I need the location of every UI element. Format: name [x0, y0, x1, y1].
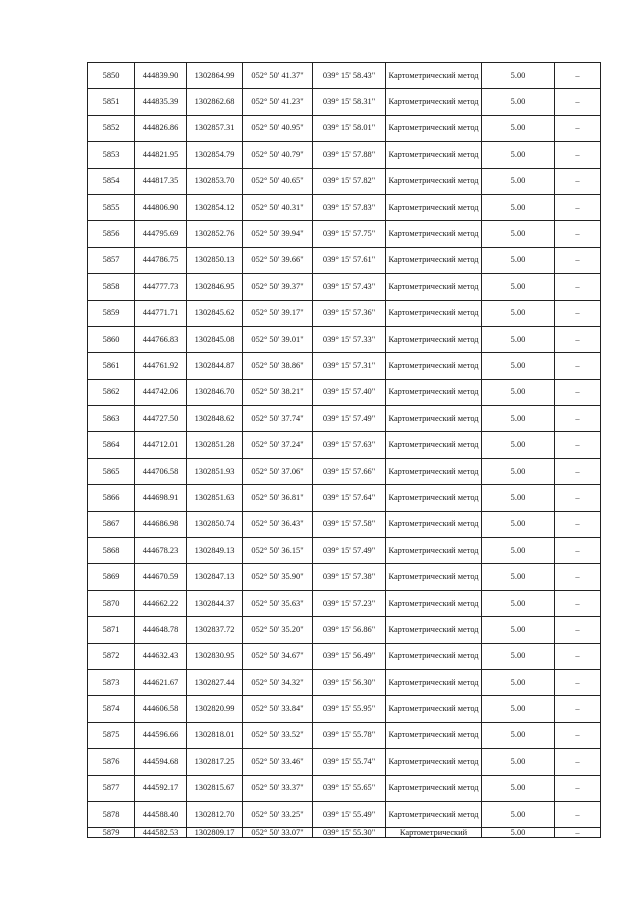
table-row [88, 696, 601, 722]
extra-cell: – [555, 406, 601, 432]
accuracy-cell: 5.00 [482, 406, 555, 432]
method-cell: Картометрический метод [386, 353, 482, 379]
table-row [88, 617, 601, 643]
longitude-cell: 039° 15' 57.82" [313, 168, 386, 194]
longitude-cell: 039° 15' 55.65" [313, 775, 386, 801]
x-coordinate-cell: 444795.69 [135, 221, 187, 247]
point-number-cell: 5871 [88, 617, 135, 643]
method-cell: Картометрический метод [386, 775, 482, 801]
latitude-cell: 052° 50' 35.63" [243, 590, 313, 616]
latitude-cell: 052° 50' 33.07" [243, 828, 313, 838]
longitude-cell: 039° 15' 57.33" [313, 326, 386, 352]
longitude-cell: 039° 15' 57.64" [313, 485, 386, 511]
y-coordinate-cell: 1302849.13 [187, 538, 243, 564]
accuracy-cell: 5.00 [482, 775, 555, 801]
point-number-cell: 5857 [88, 247, 135, 273]
longitude-cell: 039° 15' 55.74" [313, 749, 386, 775]
latitude-cell: 052° 50' 41.23" [243, 89, 313, 115]
table-row [88, 801, 601, 827]
longitude-cell: 039° 15' 56.86" [313, 617, 386, 643]
accuracy-cell: 5.00 [482, 538, 555, 564]
extra-cell: – [555, 300, 601, 326]
extra-cell: – [555, 115, 601, 141]
method-cell: Картометрический метод [386, 722, 482, 748]
x-coordinate-cell: 444771.71 [135, 300, 187, 326]
method-cell: Картометрический метод [386, 696, 482, 722]
accuracy-cell: 5.00 [482, 432, 555, 458]
extra-cell: – [555, 221, 601, 247]
longitude-cell: 039° 15' 57.49" [313, 538, 386, 564]
method-cell: Картометрический метод [386, 115, 482, 141]
y-coordinate-cell: 1302851.63 [187, 485, 243, 511]
y-coordinate-cell: 1302864.99 [187, 63, 243, 89]
latitude-cell: 052° 50' 35.20" [243, 617, 313, 643]
y-coordinate-cell: 1302818.01 [187, 722, 243, 748]
point-number-cell: 5868 [88, 538, 135, 564]
latitude-cell: 052° 50' 40.95" [243, 115, 313, 141]
longitude-cell: 039° 15' 55.78" [313, 722, 386, 748]
y-coordinate-cell: 1302857.31 [187, 115, 243, 141]
latitude-cell: 052° 50' 33.37" [243, 775, 313, 801]
longitude-cell: 039° 15' 57.23" [313, 590, 386, 616]
y-coordinate-cell: 1302848.62 [187, 406, 243, 432]
table-row [88, 194, 601, 220]
latitude-cell: 052° 50' 40.31" [243, 194, 313, 220]
extra-cell: – [555, 564, 601, 590]
point-number-cell: 5862 [88, 379, 135, 405]
latitude-cell: 052° 50' 37.06" [243, 458, 313, 484]
table-row [88, 406, 601, 432]
longitude-cell: 039° 15' 58.43" [313, 63, 386, 89]
table-row [88, 458, 601, 484]
table-row [88, 590, 601, 616]
table-row [88, 722, 601, 748]
y-coordinate-cell: 1302845.62 [187, 300, 243, 326]
y-coordinate-cell: 1302850.13 [187, 247, 243, 273]
x-coordinate-cell: 444686.98 [135, 511, 187, 537]
y-coordinate-cell: 1302844.87 [187, 353, 243, 379]
point-number-cell: 5876 [88, 749, 135, 775]
table-row [88, 511, 601, 537]
extra-cell: – [555, 617, 601, 643]
extra-cell: – [555, 379, 601, 405]
table-row [88, 168, 601, 194]
method-cell: Картометрический метод [386, 300, 482, 326]
point-number-cell: 5879 [88, 828, 135, 838]
table-row [88, 89, 601, 115]
latitude-cell: 052° 50' 33.84" [243, 696, 313, 722]
latitude-cell: 052° 50' 39.01" [243, 326, 313, 352]
point-number-cell: 5870 [88, 590, 135, 616]
point-number-cell: 5865 [88, 458, 135, 484]
x-coordinate-cell: 444678.23 [135, 538, 187, 564]
latitude-cell: 052° 50' 38.21" [243, 379, 313, 405]
y-coordinate-cell: 1302830.95 [187, 643, 243, 669]
y-coordinate-cell: 1302851.93 [187, 458, 243, 484]
x-coordinate-cell: 444592.17 [135, 775, 187, 801]
accuracy-cell: 5.00 [482, 696, 555, 722]
extra-cell: – [555, 511, 601, 537]
x-coordinate-cell: 444817.35 [135, 168, 187, 194]
point-number-cell: 5855 [88, 194, 135, 220]
accuracy-cell: 5.00 [482, 247, 555, 273]
extra-cell: – [555, 247, 601, 273]
longitude-cell: 039° 15' 56.49" [313, 643, 386, 669]
longitude-cell: 039° 15' 57.31" [313, 353, 386, 379]
point-number-cell: 5874 [88, 696, 135, 722]
latitude-cell: 052° 50' 33.25" [243, 801, 313, 827]
y-coordinate-cell: 1302846.95 [187, 274, 243, 300]
method-cell: Картометрический метод [386, 63, 482, 89]
table-row [88, 379, 601, 405]
y-coordinate-cell: 1302846.70 [187, 379, 243, 405]
y-coordinate-cell: 1302854.79 [187, 142, 243, 168]
table-row [88, 564, 601, 590]
extra-cell: – [555, 168, 601, 194]
extra-cell: – [555, 142, 601, 168]
y-coordinate-cell: 1302817.25 [187, 749, 243, 775]
method-cell: Картометрический метод [386, 590, 482, 616]
longitude-cell: 039° 15' 57.36" [313, 300, 386, 326]
accuracy-cell: 5.00 [482, 564, 555, 590]
point-number-cell: 5858 [88, 274, 135, 300]
point-number-cell: 5873 [88, 669, 135, 695]
point-number-cell: 5854 [88, 168, 135, 194]
extra-cell: – [555, 643, 601, 669]
extra-cell: – [555, 749, 601, 775]
longitude-cell: 039° 15' 57.88" [313, 142, 386, 168]
table-row [88, 326, 601, 352]
accuracy-cell: 5.00 [482, 221, 555, 247]
method-cell: Картометрический метод [386, 168, 482, 194]
x-coordinate-cell: 444761.92 [135, 353, 187, 379]
table-row [88, 221, 601, 247]
method-cell: Картометрический метод [386, 458, 482, 484]
coordinates-table [87, 62, 601, 838]
method-cell: Картометрический метод [386, 274, 482, 300]
point-number-cell: 5853 [88, 142, 135, 168]
x-coordinate-cell: 444594.68 [135, 749, 187, 775]
method-cell: Картометрический метод [386, 89, 482, 115]
x-coordinate-cell: 444588.40 [135, 801, 187, 827]
extra-cell: – [555, 722, 601, 748]
x-coordinate-cell: 444806.90 [135, 194, 187, 220]
y-coordinate-cell: 1302837.72 [187, 617, 243, 643]
longitude-cell: 039° 15' 57.66" [313, 458, 386, 484]
longitude-cell: 039° 15' 58.31" [313, 89, 386, 115]
accuracy-cell: 5.00 [482, 749, 555, 775]
x-coordinate-cell: 444606.58 [135, 696, 187, 722]
accuracy-cell: 5.00 [482, 617, 555, 643]
latitude-cell: 052° 50' 33.46" [243, 749, 313, 775]
latitude-cell: 052° 50' 35.90" [243, 564, 313, 590]
x-coordinate-cell: 444621.67 [135, 669, 187, 695]
point-number-cell: 5866 [88, 485, 135, 511]
method-cell: Картометрический метод [386, 406, 482, 432]
accuracy-cell: 5.00 [482, 669, 555, 695]
latitude-cell: 052° 50' 34.32" [243, 669, 313, 695]
method-cell: Картометрический метод [386, 194, 482, 220]
longitude-cell: 039° 15' 57.43" [313, 274, 386, 300]
x-coordinate-cell: 444727.50 [135, 406, 187, 432]
y-coordinate-cell: 1302812.70 [187, 801, 243, 827]
point-number-cell: 5864 [88, 432, 135, 458]
latitude-cell: 052° 50' 40.65" [243, 168, 313, 194]
x-coordinate-cell: 444670.59 [135, 564, 187, 590]
longitude-cell: 039° 15' 57.58" [313, 511, 386, 537]
accuracy-cell: 5.00 [482, 274, 555, 300]
table-row [88, 485, 601, 511]
method-cell: Картометрический метод [386, 643, 482, 669]
accuracy-cell: 5.00 [482, 300, 555, 326]
point-number-cell: 5856 [88, 221, 135, 247]
method-cell: Картометрический метод [386, 326, 482, 352]
accuracy-cell: 5.00 [482, 801, 555, 827]
y-coordinate-cell: 1302809.17 [187, 828, 243, 838]
latitude-cell: 052° 50' 36.15" [243, 538, 313, 564]
x-coordinate-cell: 444582.53 [135, 828, 187, 838]
y-coordinate-cell: 1302847.13 [187, 564, 243, 590]
table-body [88, 63, 601, 838]
extra-cell: – [555, 696, 601, 722]
table-row [88, 142, 601, 168]
method-cell: Картометрический метод [386, 749, 482, 775]
accuracy-cell: 5.00 [482, 828, 555, 838]
x-coordinate-cell: 444786.75 [135, 247, 187, 273]
point-number-cell: 5872 [88, 643, 135, 669]
point-number-cell: 5850 [88, 63, 135, 89]
point-number-cell: 5878 [88, 801, 135, 827]
accuracy-cell: 5.00 [482, 485, 555, 511]
table-row [88, 300, 601, 326]
latitude-cell: 052° 50' 39.37" [243, 274, 313, 300]
point-number-cell: 5875 [88, 722, 135, 748]
x-coordinate-cell: 444648.78 [135, 617, 187, 643]
x-coordinate-cell: 444826.86 [135, 115, 187, 141]
x-coordinate-cell: 444777.73 [135, 274, 187, 300]
point-number-cell: 5869 [88, 564, 135, 590]
longitude-cell: 039° 15' 57.75" [313, 221, 386, 247]
longitude-cell: 039° 15' 57.49" [313, 406, 386, 432]
point-number-cell: 5852 [88, 115, 135, 141]
accuracy-cell: 5.00 [482, 89, 555, 115]
latitude-cell: 052° 50' 39.94" [243, 221, 313, 247]
method-cell: Картометрический метод [386, 247, 482, 273]
point-number-cell: 5859 [88, 300, 135, 326]
y-coordinate-cell: 1302853.70 [187, 168, 243, 194]
y-coordinate-cell: 1302850.74 [187, 511, 243, 537]
y-coordinate-cell: 1302854.12 [187, 194, 243, 220]
latitude-cell: 052° 50' 39.66" [243, 247, 313, 273]
accuracy-cell: 5.00 [482, 353, 555, 379]
accuracy-cell: 5.00 [482, 643, 555, 669]
method-cell: Картометрический метод [386, 221, 482, 247]
y-coordinate-cell: 1302815.67 [187, 775, 243, 801]
extra-cell: – [555, 458, 601, 484]
x-coordinate-cell: 444632.43 [135, 643, 187, 669]
accuracy-cell: 5.00 [482, 194, 555, 220]
latitude-cell: 052° 50' 39.17" [243, 300, 313, 326]
extra-cell: – [555, 353, 601, 379]
accuracy-cell: 5.00 [482, 379, 555, 405]
accuracy-cell: 5.00 [482, 142, 555, 168]
accuracy-cell: 5.00 [482, 63, 555, 89]
latitude-cell: 052° 50' 37.24" [243, 432, 313, 458]
y-coordinate-cell: 1302844.37 [187, 590, 243, 616]
x-coordinate-cell: 444712.01 [135, 432, 187, 458]
x-coordinate-cell: 444742.06 [135, 379, 187, 405]
longitude-cell: 039° 15' 58.01" [313, 115, 386, 141]
point-number-cell: 5867 [88, 511, 135, 537]
longitude-cell: 039° 15' 57.63" [313, 432, 386, 458]
table-row [88, 274, 601, 300]
accuracy-cell: 5.00 [482, 590, 555, 616]
extra-cell: – [555, 432, 601, 458]
y-coordinate-cell: 1302845.08 [187, 326, 243, 352]
method-cell: Картометрический метод [386, 511, 482, 537]
extra-cell: – [555, 669, 601, 695]
accuracy-cell: 5.00 [482, 722, 555, 748]
accuracy-cell: 5.00 [482, 115, 555, 141]
x-coordinate-cell: 444706.58 [135, 458, 187, 484]
method-cell: Картометрический метод [386, 538, 482, 564]
latitude-cell: 052° 50' 40.79" [243, 142, 313, 168]
latitude-cell: 052° 50' 41.37" [243, 63, 313, 89]
latitude-cell: 052° 50' 34.67" [243, 643, 313, 669]
x-coordinate-cell: 444835.39 [135, 89, 187, 115]
y-coordinate-cell: 1302862.68 [187, 89, 243, 115]
point-number-cell: 5877 [88, 775, 135, 801]
method-cell: Картометрический метод [386, 564, 482, 590]
table-row [88, 775, 601, 801]
y-coordinate-cell: 1302820.99 [187, 696, 243, 722]
accuracy-cell: 5.00 [482, 511, 555, 537]
extra-cell: – [555, 775, 601, 801]
longitude-cell: 039° 15' 57.61" [313, 247, 386, 273]
longitude-cell: 039° 15' 57.40" [313, 379, 386, 405]
table-row [88, 643, 601, 669]
table-row [88, 669, 601, 695]
x-coordinate-cell: 444766.83 [135, 326, 187, 352]
table-row [88, 353, 601, 379]
y-coordinate-cell: 1302852.76 [187, 221, 243, 247]
method-cell: Картометрический [386, 828, 482, 838]
latitude-cell: 052° 50' 37.74" [243, 406, 313, 432]
x-coordinate-cell: 444821.95 [135, 142, 187, 168]
latitude-cell: 052° 50' 33.52" [243, 722, 313, 748]
x-coordinate-cell: 444662.22 [135, 590, 187, 616]
x-coordinate-cell: 444596.66 [135, 722, 187, 748]
method-cell: Картометрический метод [386, 485, 482, 511]
point-number-cell: 5860 [88, 326, 135, 352]
table-row [88, 115, 601, 141]
accuracy-cell: 5.00 [482, 458, 555, 484]
extra-cell: – [555, 63, 601, 89]
latitude-cell: 052° 50' 38.86" [243, 353, 313, 379]
table-row [88, 538, 601, 564]
y-coordinate-cell: 1302827.44 [187, 669, 243, 695]
longitude-cell: 039° 15' 57.38" [313, 564, 386, 590]
y-coordinate-cell: 1302851.28 [187, 432, 243, 458]
method-cell: Картометрический метод [386, 432, 482, 458]
longitude-cell: 039° 15' 57.83" [313, 194, 386, 220]
method-cell: Картометрический метод [386, 142, 482, 168]
extra-cell: – [555, 274, 601, 300]
table-row [88, 828, 601, 838]
method-cell: Картометрический метод [386, 617, 482, 643]
table-row [88, 749, 601, 775]
extra-cell: – [555, 590, 601, 616]
method-cell: Картометрический метод [386, 669, 482, 695]
point-number-cell: 5851 [88, 89, 135, 115]
accuracy-cell: 5.00 [482, 168, 555, 194]
extra-cell: – [555, 485, 601, 511]
extra-cell: – [555, 194, 601, 220]
longitude-cell: 039° 15' 56.30" [313, 669, 386, 695]
method-cell: Картометрический метод [386, 379, 482, 405]
longitude-cell: 039° 15' 55.49" [313, 801, 386, 827]
extra-cell: – [555, 326, 601, 352]
table-row [88, 247, 601, 273]
table-row [88, 432, 601, 458]
method-cell: Картометрический метод [386, 801, 482, 827]
latitude-cell: 052° 50' 36.81" [243, 485, 313, 511]
x-coordinate-cell: 444698.91 [135, 485, 187, 511]
longitude-cell: 039° 15' 55.95" [313, 696, 386, 722]
latitude-cell: 052° 50' 36.43" [243, 511, 313, 537]
extra-cell: – [555, 89, 601, 115]
point-number-cell: 5861 [88, 353, 135, 379]
longitude-cell: 039° 15' 55.30" [313, 828, 386, 838]
accuracy-cell: 5.00 [482, 326, 555, 352]
extra-cell: – [555, 828, 601, 838]
extra-cell: – [555, 801, 601, 827]
table-row [88, 63, 601, 89]
extra-cell: – [555, 538, 601, 564]
point-number-cell: 5863 [88, 406, 135, 432]
x-coordinate-cell: 444839.90 [135, 63, 187, 89]
